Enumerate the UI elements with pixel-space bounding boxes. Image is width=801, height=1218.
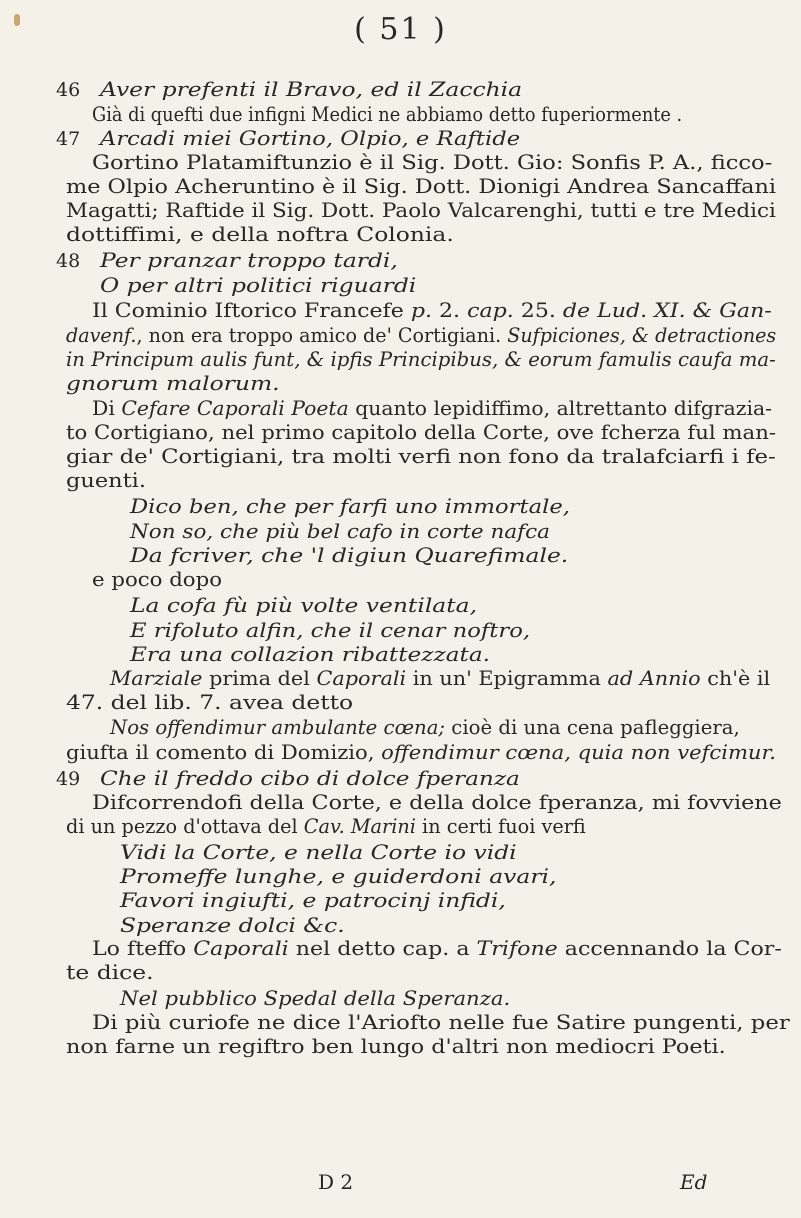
roman-run: ch'è il xyxy=(700,667,771,690)
text-line xyxy=(130,594,477,618)
text-line xyxy=(66,175,776,199)
text-line xyxy=(92,791,782,815)
roman-run: to Cortigiano, nel primo capitolo della Corte, ove fcherza ful man- xyxy=(66,421,777,444)
signature-mark: D 2 xyxy=(318,1170,354,1194)
italic-run: La cofa fù più volte ventilata, xyxy=(130,594,478,617)
roman-run: Lo fteffo xyxy=(92,937,194,960)
italic-run: Arcadi miei Gortino, Olpio, e Raftide xyxy=(100,127,521,150)
text-line xyxy=(92,937,782,961)
text-line xyxy=(66,691,353,715)
catchword: Ed xyxy=(680,1170,708,1194)
roman-run: quanto lepidiffimo, altrettanto difgrazia- xyxy=(348,397,772,420)
roman-run: e poco dopo xyxy=(92,568,223,591)
roman-run: in un' Epigramma xyxy=(406,667,608,690)
roman-run: non farne un regiftro ben lungo d'altri non mediocri Poeti. xyxy=(66,1035,726,1058)
text-line xyxy=(92,299,772,323)
text-line xyxy=(66,348,776,372)
roman-run: Magatti; Raftide il Sig. Dott. Paolo Valcarenghi, tutti e tre Medici xyxy=(66,199,776,222)
italic-run: Caporali xyxy=(316,667,407,690)
text-line xyxy=(110,716,740,740)
roman-run: accennando la Cor- xyxy=(557,937,782,960)
text-line xyxy=(100,127,520,151)
text-line xyxy=(66,961,154,985)
italic-run: Marziale xyxy=(110,667,203,690)
roman-run: Il Cominio Iftorico Francefe xyxy=(92,299,411,322)
text-line xyxy=(66,815,586,839)
italic-run: gnorum malorum. xyxy=(66,372,280,395)
italic-run: Nos offendimur ambulante cœna; xyxy=(110,716,446,739)
italic-run: Cefare Caporali Poeta xyxy=(121,397,349,420)
roman-run: dottiffimi, e della noftra Colonia. xyxy=(66,223,454,246)
text-line xyxy=(120,889,506,913)
roman-run: di un pezzo d'ottava del xyxy=(66,815,304,838)
italic-run: Per pranzar troppo tardi, xyxy=(100,249,398,272)
roman-run: te dice. xyxy=(66,961,154,984)
roman-run: , non era troppo amico de' Cortigiani. xyxy=(136,324,508,347)
roman-run: in certi fuoi verfi xyxy=(415,815,586,838)
roman-run: Di xyxy=(92,397,122,420)
italic-run: offendimur cœna, quia non vefcimur. xyxy=(381,741,776,764)
italic-run: Caporali xyxy=(193,937,289,960)
note-number: 46 xyxy=(56,79,81,101)
roman-run: cioè di una cena pafleggiera, xyxy=(445,716,740,739)
note-number: 48 xyxy=(56,250,81,272)
text-line xyxy=(92,568,222,592)
italic-run: in Principum aulis funt, & ipfis Principibus, & eorum famulis caufa ma- xyxy=(66,348,776,371)
text-line xyxy=(110,667,770,691)
italic-run: cap. xyxy=(467,299,514,322)
roman-run: 2. xyxy=(431,299,468,322)
text-line xyxy=(120,914,345,938)
italic-run: Da fcriver, che 'l digiun Quarefimale. xyxy=(130,544,569,567)
roman-run: nel detto cap. a xyxy=(288,937,477,960)
text-line xyxy=(66,324,776,348)
italic-run: Sufpiciones, & detractiones xyxy=(507,324,777,347)
text-line xyxy=(100,78,522,102)
text-line xyxy=(120,841,517,865)
italic-run: Cav. Marini xyxy=(303,815,416,838)
italic-run: Non so, che più bel cafo in corte nafca xyxy=(130,520,550,543)
text-line xyxy=(130,544,568,568)
text-line xyxy=(66,199,776,223)
text-line xyxy=(120,987,510,1011)
italic-run: E rifoluto alfin, che il cenar noftro, xyxy=(130,619,531,642)
roman-run: Gortino Platamiftunzio è il Sig. Dott. Gio: Sonfis P. A., ficco- xyxy=(92,151,773,174)
text-line xyxy=(92,397,772,421)
text-line xyxy=(66,223,454,247)
text-line xyxy=(66,741,776,765)
text-line xyxy=(100,767,520,791)
italic-run: Aver prefenti il Bravo, ed il Zacchia xyxy=(100,78,523,101)
text-line xyxy=(66,445,776,469)
roman-run: giufta il comento di Domizio, xyxy=(66,741,382,764)
text-line xyxy=(130,495,570,519)
italic-run: davenf. xyxy=(66,324,137,347)
italic-run: Che il freddo cibo di dolce fperanza xyxy=(100,767,520,790)
roman-run: giar de' Cortigiani, tra molti verfi non fono da tralafciarfi i fe- xyxy=(66,445,776,468)
italic-run: Trifone xyxy=(476,937,558,960)
italic-run: Nel pubblico Spedal della Speranza. xyxy=(120,987,511,1010)
italic-run: Dico ben, che per farfi uno immortale, xyxy=(130,495,570,518)
italic-run: Vidi la Corte, e nella Corte io vidi xyxy=(120,841,517,864)
italic-run: Favori ingiufti, e patrocinj infidi, xyxy=(120,889,506,912)
italic-run: de Lud. XI. & Gan- xyxy=(562,299,772,322)
text-line xyxy=(92,1011,790,1035)
text-line xyxy=(130,643,490,667)
text-line xyxy=(92,103,682,127)
text-line xyxy=(100,249,398,273)
note-number: 47 xyxy=(56,128,81,150)
roman-run: 47. del lib. 7. avea detto xyxy=(66,691,354,714)
text-line xyxy=(100,274,416,298)
text-line xyxy=(130,520,550,544)
roman-run: 25. xyxy=(513,299,563,322)
page-number-header: ( 51 ) xyxy=(354,12,447,47)
text-line xyxy=(120,865,556,889)
text-line xyxy=(66,421,776,445)
italic-run: O per altri politici riguardi xyxy=(100,274,417,297)
roman-run: Già di quefti due infigni Medici ne abbiamo detto fuperiormente . xyxy=(92,103,683,126)
roman-run: me Olpio Acheruntino è il Sig. Dott. Dionigi Andrea Sancaffani xyxy=(66,175,777,198)
roman-run: Difcorrendofi della Corte, e della dolce fperanza, mi fovviene xyxy=(92,791,782,814)
italic-run: p. xyxy=(410,299,432,322)
roman-run: Di più curiofe ne dice l'Ariofto nelle fue Satire pungenti, per xyxy=(92,1011,790,1034)
text-line xyxy=(66,469,146,493)
text-line xyxy=(66,1035,726,1059)
text-line xyxy=(92,151,772,175)
italic-run: Promeffe lunghe, e guiderdoni avari, xyxy=(120,865,557,888)
italic-run: Era una collazion ribattezzata. xyxy=(130,643,491,666)
text-line xyxy=(66,372,280,396)
italic-run: ad Annio xyxy=(607,667,701,690)
note-number: 49 xyxy=(56,768,81,790)
italic-run: Speranze dolci &c. xyxy=(120,914,345,937)
roman-run: prima del xyxy=(202,667,317,690)
roman-run: guenti. xyxy=(66,469,146,492)
text-line xyxy=(130,619,530,643)
